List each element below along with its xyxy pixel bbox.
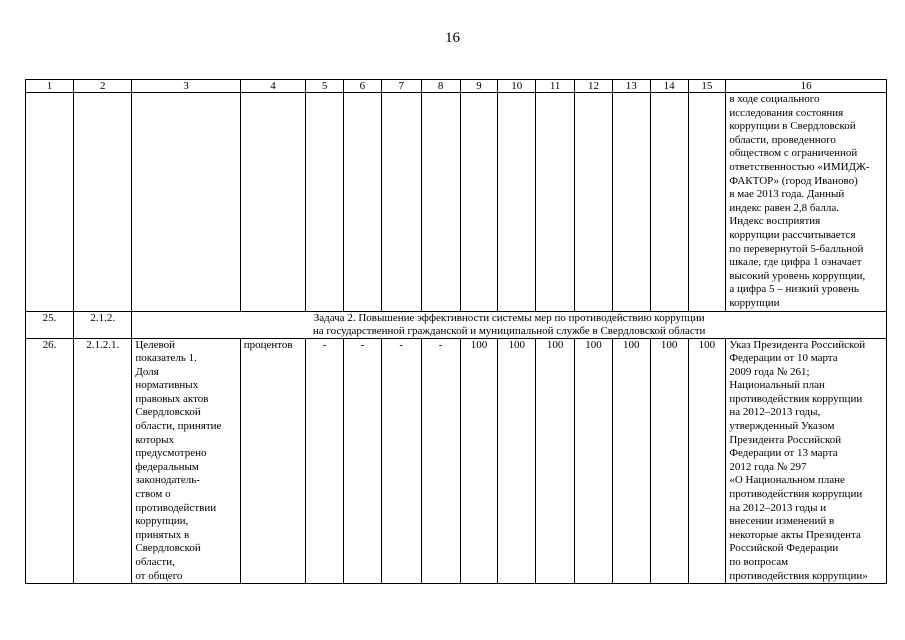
table-cell [498, 93, 536, 312]
note-line: а цифра 5 – низкий уровень [729, 283, 859, 296]
source-line: «О Национальном плане [729, 474, 845, 487]
page-number: 16 [445, 30, 460, 46]
indicator-name-line: Свердловской [135, 542, 201, 555]
source-line: Национальный план [729, 379, 825, 392]
note-line: исследования состояния [729, 106, 844, 119]
header-cell: 3 [132, 80, 240, 93]
header-cell: 5 [306, 80, 344, 93]
row-number: 26. [26, 338, 74, 584]
row-code: 2.1.2.1. [74, 338, 132, 584]
note-line: ФАКТОР» (город Иваново) [729, 174, 858, 187]
indicator-name-line: предусмотрено [135, 447, 207, 460]
header-cell: 10 [498, 80, 536, 93]
table-cell [612, 93, 650, 312]
header-cell: 4 [240, 80, 305, 93]
value-cell: 100 [575, 338, 613, 584]
indicator-name-line: области, [135, 556, 175, 568]
indicator-name-line: законодатель- [135, 474, 200, 487]
indicator-name-line: ством о [135, 488, 171, 501]
source-line: некоторые акты Президента [729, 528, 861, 541]
indicator-name-line: нормативных [135, 379, 199, 392]
header-cell: 12 [575, 80, 613, 93]
indicators-table [25, 79, 887, 584]
header-cell: 11 [536, 80, 575, 93]
note-line: шкале, где цифра 1 означает [729, 256, 862, 269]
table-row-continuation [26, 93, 887, 312]
note-line: в мае 2013 года. Данный [729, 188, 845, 201]
table-cell [575, 93, 613, 312]
table-cell [74, 93, 132, 312]
indicator-name-line: противодействии [135, 501, 217, 514]
indicator-name-line: которых [135, 433, 175, 446]
source-line: Федерации от 10 марта [729, 352, 838, 365]
header-cell: 16 [726, 80, 887, 93]
indicator-name-line: правовых актов [135, 392, 209, 405]
table-cell [536, 93, 575, 312]
header-cell: 2 [74, 80, 132, 93]
table-row-25 [26, 311, 887, 338]
value-cell: - [306, 338, 344, 584]
source-line: утвержденный Указом [729, 420, 835, 433]
task-heading [132, 311, 887, 338]
source-cell [726, 338, 887, 584]
row-code: 2.1.2. [74, 311, 132, 338]
value-cell: 100 [498, 338, 536, 584]
source-line: на 2012–2013 годы и [729, 501, 827, 514]
source-line: на 2012–2013 годы, [729, 406, 821, 419]
note-line: в ходе социального [729, 93, 820, 105]
note-line: коррупции в Свердловской [729, 120, 856, 133]
source-line: Федерации от 13 марта [729, 447, 838, 460]
table-cell [688, 93, 726, 312]
value-cell: - [343, 338, 381, 584]
note-line: обществом с ограниченной [729, 147, 858, 160]
value-cell: 100 [460, 338, 498, 584]
table-cell [421, 93, 460, 312]
indicator-name-line: области, принятие [135, 420, 222, 433]
source-line: 2012 года № 297 [729, 460, 807, 473]
note-line: индекс равен 2,8 балла. [729, 201, 840, 214]
note-line: по перевернутой 5-балльной [729, 242, 864, 255]
indicator-name-line: коррупции, [135, 515, 189, 528]
header-row [26, 80, 887, 93]
table-cell [132, 93, 240, 312]
source-line: 2009 года № 261; [729, 365, 810, 378]
task-heading-line: на государственной гражданской и муниципальной службе в Свердловской области [312, 324, 706, 337]
row-number: 25. [26, 311, 74, 338]
source-line: противодействия коррупции» [729, 569, 868, 582]
value-cell: 100 [536, 338, 575, 584]
table-row-26 [26, 338, 887, 584]
table-cell [240, 93, 305, 312]
indicator-name-cell [132, 338, 240, 584]
source-line: Российской Федерации [729, 542, 839, 555]
indicator-name-line: Доля [135, 365, 159, 378]
source-line: Указ Президента Российской [729, 338, 866, 351]
indicator-name-line: показатель 1. [135, 352, 197, 365]
header-cell: 15 [688, 80, 726, 93]
note-line: области, проведенного [729, 133, 836, 146]
indicator-name-line: федеральным [135, 460, 199, 473]
header-cell: 14 [650, 80, 688, 93]
value-cell: 100 [612, 338, 650, 584]
indicator-name-line: от общего [135, 569, 183, 582]
table-cell [26, 93, 74, 312]
indicator-name-line: Целевой [135, 338, 176, 351]
source-line: внесении изменений в [729, 515, 835, 528]
indicator-name-line: Свердловской [135, 406, 201, 419]
header-cell: 7 [381, 80, 421, 93]
table-cell [381, 93, 421, 312]
header-cell: 8 [421, 80, 460, 93]
note-line: ответственностью «ИМИДЖ- [729, 160, 870, 173]
unit-cell: процентов [240, 338, 305, 584]
note-line: коррупции рассчитывается [729, 228, 856, 241]
task-heading-line: Задача 2. Повышение эффективности системы мер по противодействию коррупции [313, 311, 705, 324]
indicator-name-line: принятых в [135, 528, 190, 541]
source-line: противодействия коррупции [729, 392, 863, 405]
header-cell: 6 [343, 80, 381, 93]
header-cell: 1 [26, 80, 74, 93]
note-line: высокий уровень коррупции, [729, 269, 866, 282]
source-line: противодействия коррупции [729, 488, 863, 501]
note-line: коррупции [729, 296, 780, 309]
table-cell [306, 93, 344, 312]
note-line: Индекс восприятия [729, 215, 821, 228]
value-cell: - [421, 338, 460, 584]
header-cell: 13 [612, 80, 650, 93]
value-cell: - [381, 338, 421, 584]
table-cell [650, 93, 688, 312]
source-line: по вопросам [729, 556, 789, 568]
note-cell [726, 93, 887, 312]
value-cell: 100 [688, 338, 726, 584]
table-cell [460, 93, 498, 312]
source-line: Президента Российской [729, 433, 842, 446]
header-cell: 9 [460, 80, 498, 93]
table-cell [343, 93, 381, 312]
value-cell: 100 [650, 338, 688, 584]
